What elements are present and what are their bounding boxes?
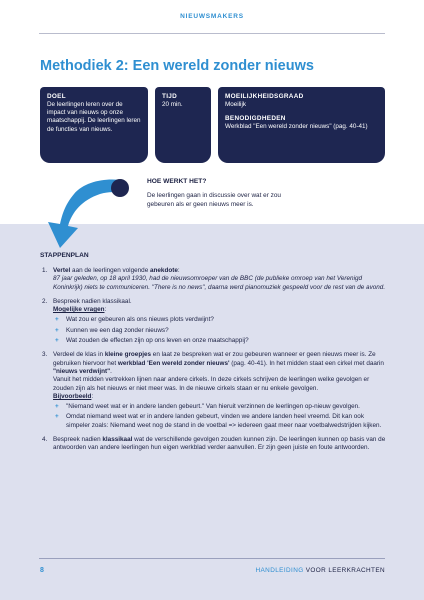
step-4-text <box>53 436 386 453</box>
hoe-werkt-het-title: HOE WERKT HET? <box>147 178 207 185</box>
card-benodigdheden-text: Werkblad "Een wereld zonder nieuws" (pag. 40-41) <box>225 123 368 131</box>
step-3-t3: (pag. 40-41). In het midden staat een cirkel met daarin <box>229 359 384 367</box>
card-moeilijkheid-label: MOEILIJKHEIDSGRAAD <box>225 93 304 100</box>
step-4 <box>40 436 386 453</box>
step-3-t1: Verdeel de klas in <box>53 351 105 359</box>
step-3-b1: kleine groepjes <box>104 351 152 359</box>
step-3-text <box>53 351 386 376</box>
arrow-body <box>48 180 122 248</box>
step-2-subheading <box>53 306 386 314</box>
step-4-t2: wat de verschillende gevolgen zouden kunnen zijn. De leerlingen kunnen op basis van de antwoorden van andere leerlingen hun eigen werkblad verder aanvullen. Er zijn geen juiste en foute antwoorden. <box>53 436 386 452</box>
card-doel-text: De leerlingen leren over de impact van nieuws op onze maatschappij. De leerlingen leren de functies van nieuws. <box>47 101 141 133</box>
card-tijd <box>155 87 211 163</box>
step-3-b3: "nieuws verdwijnt" <box>53 367 111 375</box>
card-doel-label: DOEL <box>47 93 66 100</box>
step-1-mid: aan de leerlingen volgende <box>70 267 150 274</box>
page-number: 8 <box>40 567 44 574</box>
anecdote-quote: 87 jaar geleden, op 18 april 1930, had de nieuwsomroeper van de BBC (de publieke omroep van het Verenigd Koninkrijk) niets te communiceren. "There is no news", daarna werd pianomuziek gespeeld voor de rest van de avond. <box>53 275 386 291</box>
example-list <box>53 403 386 430</box>
list-item: + Kunnen we een dag zonder nieuws? <box>53 327 386 335</box>
page-title: Methodiek 2: Een wereld zonder nieuws <box>40 58 314 74</box>
list-item: + Omdat niemand weet wat er in andere landen gebeurt, vinden we andere landen heel vreemd. Dit kan ook simpeler zoals: Niemand weet nog de stand in de voetbal => iedereen gaat meer naar voetbalwedstrijden kijken. <box>53 413 386 430</box>
step-number: 2. <box>42 297 48 305</box>
arrow-head-dot <box>111 179 129 197</box>
step-1-end: : <box>177 267 180 274</box>
footer-title <box>256 567 386 574</box>
card-doel <box>40 87 148 163</box>
stappenplan-title: STAPPENPLAN <box>40 252 89 259</box>
stappenplan-list <box>40 267 386 459</box>
step-2-sub-label: Mogelijke vragen <box>53 306 105 314</box>
step-3-sub-label: Bijvoorbeeld <box>53 392 92 400</box>
step-3-text-2: Vanuit het midden vertrekken lijnen naar andere cirkels. In deze cirkels schrijven de leerlingen welke gevolgen er zouden zijn als het nieuws er niet meer was. In de nieuwe cirkels staan er nu enkele gevolgen. <box>53 376 370 392</box>
card-benodigdheden-label: BENODIGDHEDEN <box>225 115 286 123</box>
step-1-verb: Vertel <box>53 267 71 274</box>
step-3-sub-end: : <box>91 392 94 400</box>
step-number: 1. <box>42 267 48 274</box>
card-moeilijkheid-text: Moeilijk <box>225 101 246 108</box>
step-2-text: Bespreek nadien klassikaal. <box>53 297 132 305</box>
question-list <box>53 316 386 345</box>
step-2 <box>40 298 386 345</box>
header-divider <box>39 33 385 34</box>
step-3 <box>40 351 386 430</box>
card-moeilijkheid <box>218 87 385 163</box>
step-1-text <box>53 267 386 275</box>
step-number: 3. <box>42 351 48 359</box>
step-1-keyword: anekdote <box>150 267 178 274</box>
step-number: 4. <box>42 436 48 444</box>
step-3-b2: werkblad 'Een wereld zonder nieuws' <box>117 359 230 367</box>
footer-divider <box>39 558 385 559</box>
step-4-t1: Bespreek nadien <box>53 436 103 444</box>
footer-voor: VOOR LEERKRACHTEN <box>303 567 385 574</box>
step-4-b1: klassikaal <box>102 436 133 444</box>
list-item: + "Niemand weet wat er in andere landen gebeurt." Van hieruit verzinnen de leerlingen op-nieuw gevolgen. <box>53 403 386 411</box>
card-tijd-text: 20 min. <box>162 101 183 108</box>
footer-handleiding: HANDLEIDING <box>255 567 304 574</box>
list-item: + Wat zouden de effecten zijn op ons leven en onze maatschappij? <box>53 337 386 345</box>
step-1 <box>40 267 386 292</box>
step-3-t4: . <box>110 367 112 375</box>
step-3-t2: en laat ze bespreken wat er zou gebeuren wanneer er geen nieuws meer is. Ze gebruiken hiervoor het <box>53 351 376 367</box>
step-2-sub-end: : <box>104 306 107 314</box>
list-item: + Wat zou er gebeuren als ons nieuws plots verdwijnt? <box>53 316 386 324</box>
card-tijd-label: TIJD <box>162 93 178 100</box>
curved-arrow-icon <box>34 172 134 254</box>
step-3-subheading <box>53 393 386 401</box>
hoe-werkt-het-text: De leerlingen gaan in discussie over wat er zou gebeuren als er geen nieuws meer is. <box>147 192 281 208</box>
running-header: NIEUWSMAKERS <box>180 13 244 20</box>
